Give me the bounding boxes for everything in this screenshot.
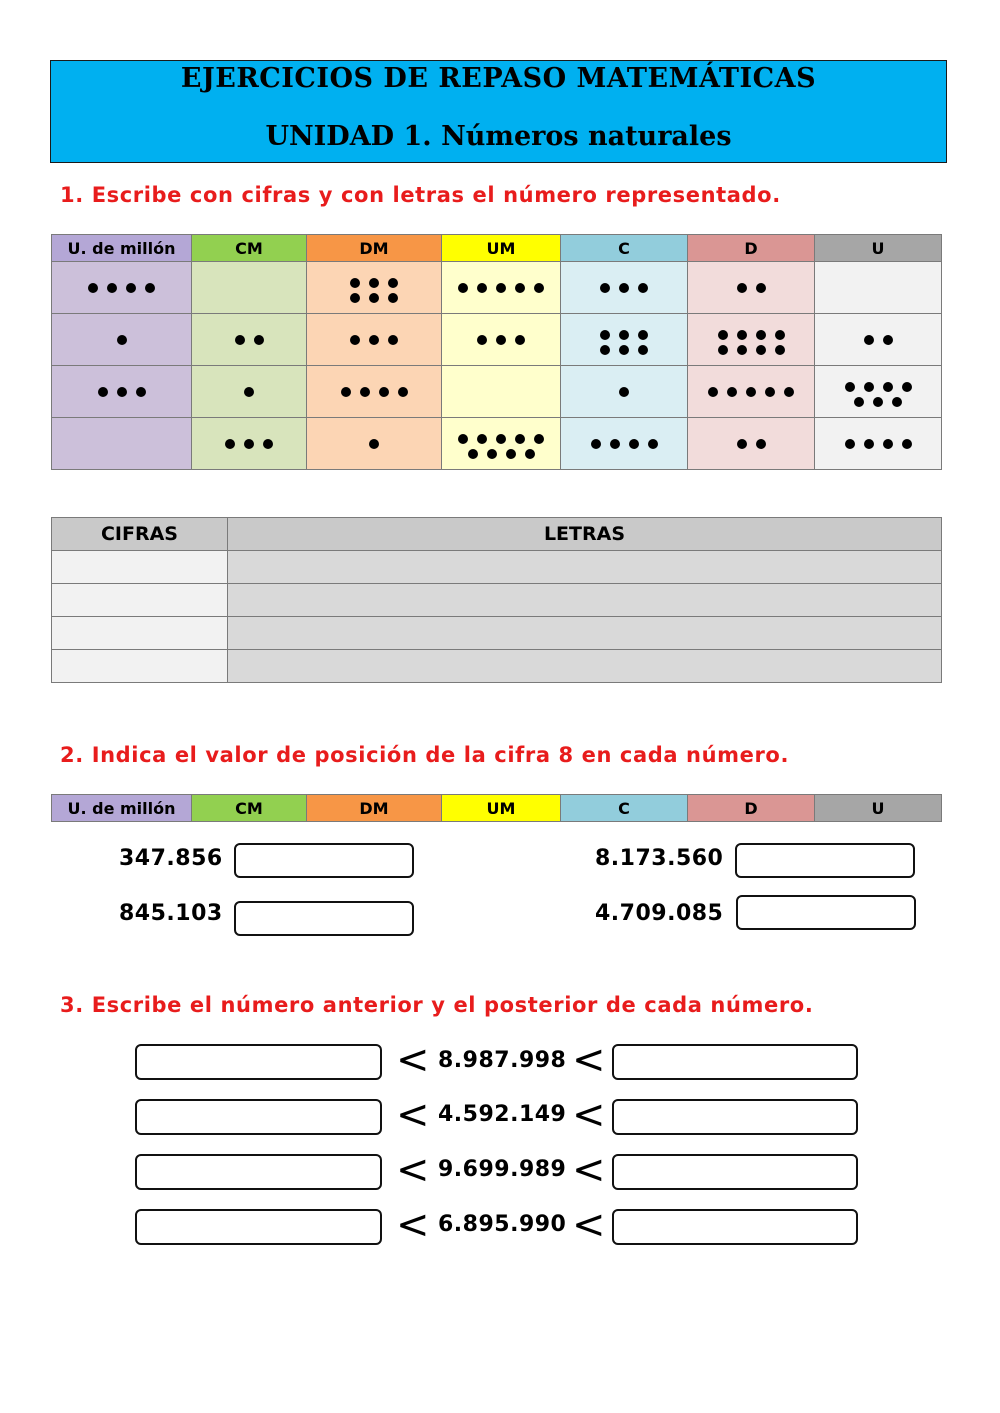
position-answer-box[interactable] <box>234 901 414 936</box>
dot <box>864 439 874 449</box>
dot <box>117 335 127 345</box>
less-than-sign: < <box>572 1037 606 1083</box>
dot-cell <box>815 418 942 470</box>
sequence-number: 4.592.149 <box>438 1102 567 1127</box>
place-header: U. de millón <box>52 795 192 822</box>
dot-cell <box>688 366 815 418</box>
position-answer-box[interactable] <box>234 843 414 878</box>
previous-number-box[interactable] <box>135 1044 382 1080</box>
dot <box>534 283 544 293</box>
less-than-sign: < <box>572 1092 606 1138</box>
title-line-1: EJERCICIOS DE REPASO MATEMÁTICAS <box>180 63 817 94</box>
dot-group <box>117 335 127 345</box>
dot-cell <box>192 262 307 314</box>
dot-group <box>591 439 658 449</box>
dot <box>629 439 639 449</box>
previous-number-box[interactable] <box>135 1209 382 1245</box>
letras-input[interactable] <box>228 551 942 584</box>
dot-cell <box>442 418 561 470</box>
dot <box>746 387 756 397</box>
position-answer-box[interactable] <box>735 843 915 878</box>
dot-group <box>708 387 794 397</box>
dot-cell <box>307 366 442 418</box>
dot-cell <box>442 366 561 418</box>
dot <box>117 387 127 397</box>
place-header: CM <box>192 795 307 822</box>
dot-group <box>596 330 653 355</box>
dot <box>756 439 766 449</box>
dot <box>350 293 360 303</box>
dot <box>756 330 766 340</box>
dot <box>244 387 254 397</box>
dot <box>515 434 525 444</box>
dot <box>145 283 155 293</box>
dot <box>341 387 351 397</box>
dot <box>756 283 766 293</box>
place-header: DM <box>307 235 442 262</box>
dot <box>610 439 620 449</box>
less-than-sign: < <box>396 1092 430 1138</box>
place-header: C <box>561 795 688 822</box>
dot-group <box>737 283 766 293</box>
position-number: 4.709.085 <box>595 901 724 926</box>
dot-cell <box>442 314 561 366</box>
dot <box>388 293 398 303</box>
dot <box>708 387 718 397</box>
dot <box>369 335 379 345</box>
dot <box>883 335 893 345</box>
dot <box>88 283 98 293</box>
dot-group <box>454 434 549 459</box>
dot <box>845 382 855 392</box>
dot-cell <box>52 314 192 366</box>
dot <box>487 449 497 459</box>
exercise-2-heading: 2. Indica el valor de posición de la cifra 8 en cada número. <box>60 743 790 767</box>
dot <box>360 387 370 397</box>
dot-group <box>600 283 648 293</box>
dot-group <box>98 387 146 397</box>
dot-cell <box>52 366 192 418</box>
dot <box>458 283 468 293</box>
sequence-number: 8.987.998 <box>438 1048 567 1073</box>
dot <box>534 434 544 444</box>
dot-cell <box>815 314 942 366</box>
dot <box>477 434 487 444</box>
dot <box>98 387 108 397</box>
dot-group <box>737 439 766 449</box>
title-line-2: UNIDAD 1. Números naturales <box>265 121 732 152</box>
dot <box>477 283 487 293</box>
dot <box>515 283 525 293</box>
dot <box>468 449 478 459</box>
dot <box>496 335 506 345</box>
place-header: U <box>815 795 942 822</box>
dot <box>525 449 535 459</box>
next-number-box[interactable] <box>612 1154 858 1190</box>
dot-group <box>225 439 273 449</box>
exercise-3-heading: 3. Escribe el número anterior y el posterior de cada número. <box>60 993 814 1017</box>
dot <box>136 387 146 397</box>
dot-group <box>369 439 379 449</box>
dot <box>477 335 487 345</box>
dot-cell <box>688 262 815 314</box>
dot <box>756 345 766 355</box>
dot-group <box>88 283 155 293</box>
less-than-sign: < <box>396 1037 430 1083</box>
dot-group <box>713 330 789 355</box>
dot-cell <box>561 366 688 418</box>
letras-input[interactable] <box>228 650 942 683</box>
less-than-sign: < <box>572 1202 606 1248</box>
cifras-input[interactable] <box>52 650 228 683</box>
dot <box>737 330 747 340</box>
dot <box>369 439 379 449</box>
place-header: UM <box>442 235 561 262</box>
dot <box>600 283 610 293</box>
dot <box>775 330 785 340</box>
place-value-table <box>51 234 942 470</box>
dot-group <box>845 439 912 449</box>
dot-group <box>840 382 916 407</box>
dot-cell <box>307 418 442 470</box>
place-header: D <box>688 795 815 822</box>
sequence-number: 9.699.989 <box>438 1157 567 1182</box>
dot <box>845 439 855 449</box>
place-value-header-row <box>51 794 942 822</box>
dot <box>619 345 629 355</box>
dot <box>619 283 629 293</box>
sequence-number: 6.895.990 <box>438 1212 567 1237</box>
dot <box>235 335 245 345</box>
table-row <box>52 262 942 314</box>
dot-group <box>477 335 525 345</box>
dot <box>263 439 273 449</box>
next-number-box[interactable] <box>612 1099 858 1135</box>
position-answer-box[interactable] <box>736 895 916 930</box>
table-row <box>52 418 942 470</box>
dot <box>638 345 648 355</box>
title-banner <box>50 60 947 163</box>
dot <box>638 330 648 340</box>
dot <box>600 345 610 355</box>
dot <box>244 439 254 449</box>
cifras-input[interactable] <box>52 617 228 650</box>
dot <box>638 283 648 293</box>
dot <box>619 387 629 397</box>
dot-cell <box>688 418 815 470</box>
less-than-sign: < <box>396 1147 430 1193</box>
less-than-sign: < <box>572 1147 606 1193</box>
position-number: 8.173.560 <box>595 846 724 871</box>
dot <box>506 449 516 459</box>
dot <box>854 397 864 407</box>
dot <box>864 335 874 345</box>
dot-group <box>458 283 544 293</box>
place-header: U. de millón <box>52 235 192 262</box>
dot-cell <box>561 262 688 314</box>
dot <box>718 330 728 340</box>
dot <box>591 439 601 449</box>
exercise-1-heading: 1. Escribe con cifras y con letras el número representado. <box>60 183 781 207</box>
dot-group <box>619 387 629 397</box>
dot <box>369 293 379 303</box>
next-number-box[interactable] <box>612 1209 858 1245</box>
dot <box>902 439 912 449</box>
dot <box>892 397 902 407</box>
dot-cell <box>442 262 561 314</box>
dot <box>496 283 506 293</box>
dot <box>126 283 136 293</box>
dot <box>737 283 747 293</box>
dot <box>648 439 658 449</box>
letras-input[interactable] <box>228 617 942 650</box>
dot <box>496 434 506 444</box>
dot <box>388 335 398 345</box>
dot <box>883 382 893 392</box>
previous-number-box[interactable] <box>135 1154 382 1190</box>
dot-cell <box>192 314 307 366</box>
dot-group <box>350 335 398 345</box>
dot <box>784 387 794 397</box>
dot-cell <box>561 314 688 366</box>
place-header: C <box>561 235 688 262</box>
dot <box>398 387 408 397</box>
dot-group <box>346 278 403 303</box>
dot <box>369 278 379 288</box>
table-row <box>52 314 942 366</box>
dot-cell <box>192 366 307 418</box>
dot <box>727 387 737 397</box>
dot-group <box>864 335 893 345</box>
place-header: U <box>815 235 942 262</box>
dot <box>388 278 398 288</box>
dot <box>737 439 747 449</box>
position-number: 347.856 <box>119 846 223 871</box>
dot <box>873 397 883 407</box>
dot <box>254 335 264 345</box>
dot <box>902 382 912 392</box>
dot-cell <box>688 314 815 366</box>
dot <box>458 434 468 444</box>
dot <box>600 330 610 340</box>
less-than-sign: < <box>396 1202 430 1248</box>
dot <box>107 283 117 293</box>
dot <box>883 439 893 449</box>
dot-cell <box>561 418 688 470</box>
dot-group <box>244 387 254 397</box>
table-row <box>52 366 942 418</box>
dot <box>718 345 728 355</box>
dot-cell <box>192 418 307 470</box>
dot <box>379 387 389 397</box>
place-header: CM <box>192 235 307 262</box>
cifras-input[interactable] <box>52 551 228 584</box>
dot <box>737 345 747 355</box>
previous-number-box[interactable] <box>135 1099 382 1135</box>
dot-group <box>235 335 264 345</box>
dot-group <box>341 387 408 397</box>
place-header: DM <box>307 795 442 822</box>
letras-header: LETRAS <box>228 518 942 551</box>
dot-cell <box>307 262 442 314</box>
dot <box>350 335 360 345</box>
dot-cell <box>815 366 942 418</box>
dot <box>619 330 629 340</box>
letras-input[interactable] <box>228 584 942 617</box>
dot <box>225 439 235 449</box>
next-number-box[interactable] <box>612 1044 858 1080</box>
dot <box>765 387 775 397</box>
cifras-input[interactable] <box>52 584 228 617</box>
dot-cell <box>52 418 192 470</box>
dot <box>775 345 785 355</box>
position-number: 845.103 <box>119 901 223 926</box>
place-header: UM <box>442 795 561 822</box>
dot-cell <box>307 314 442 366</box>
cifras-header: CIFRAS <box>52 518 228 551</box>
dot-cell <box>52 262 192 314</box>
cifras-letras-table <box>51 517 942 683</box>
dot <box>864 382 874 392</box>
dot <box>515 335 525 345</box>
place-header: D <box>688 235 815 262</box>
dot-cell <box>815 262 942 314</box>
dot <box>350 278 360 288</box>
